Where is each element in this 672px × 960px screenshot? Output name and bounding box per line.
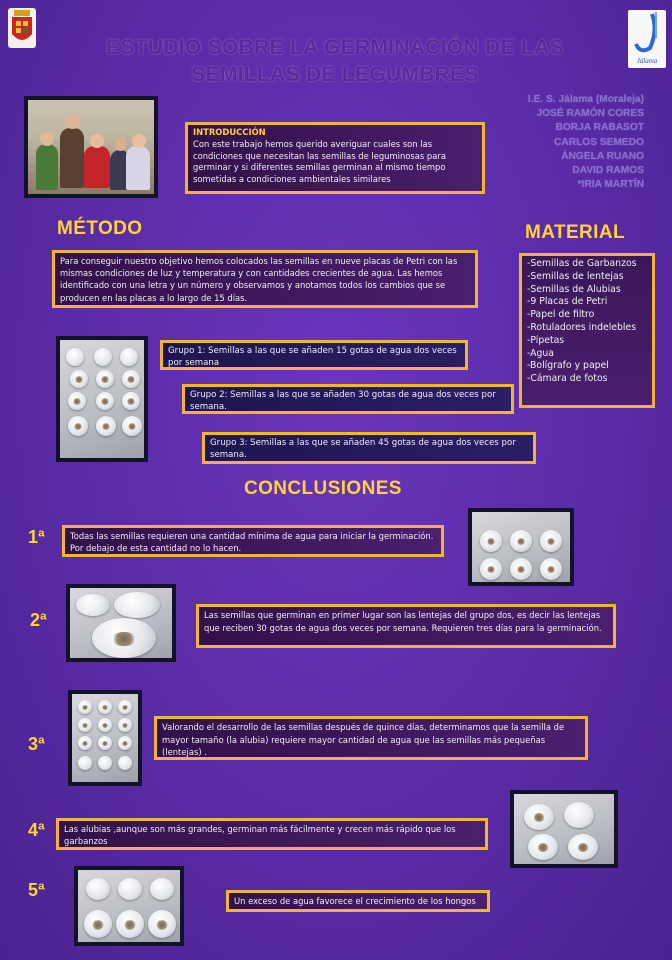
conclusion-4-text: Las alubias ,aunque son más grandes, germinan más fácilmente y crecen más rápido que los garbanzos <box>64 824 456 846</box>
material-heading: MATERIAL <box>525 222 625 243</box>
conclusion-3-number: 3ª <box>28 734 45 754</box>
conclusion-3-text: Valorando el desarrollo de las semillas después de quince días, determinamos que la semilla de mayor tamaño (la alubia) requiere mayor cantidad de agua que las semillas más pequeñas (lentejas) . <box>162 722 565 757</box>
poster-title <box>40 34 630 88</box>
grupo-3-text: Grupo 3: Semillas a las que se añaden 45 gotas de agua dos veces por semana. <box>210 438 516 460</box>
conclusion-3-photo <box>68 690 142 786</box>
intro-text: Con este trabajo hemos querido averiguar cuales son las condiciones que necesitan las semillas de leguminosas para germinar y si diferentes semillas germinan al mismo tiempo sometidas a condiciones ambientales similares <box>193 138 446 185</box>
petri-dishes-photo <box>56 336 148 462</box>
material-item: -9 Placas de Petri <box>527 296 608 308</box>
conclusion-2-box <box>196 604 616 648</box>
title-line-2: SEMILLAS DE LEGUMBRES <box>191 63 479 86</box>
material-item: -Bolígrafo y papel <box>527 360 609 372</box>
school-logo-text: Jálama <box>636 57 658 65</box>
conclusion-3-box <box>154 716 588 760</box>
material-item: -Semillas de Alubias <box>527 283 621 295</box>
authors-list <box>404 93 644 192</box>
material-item: -Semillas de lentejas <box>527 270 624 282</box>
conclusion-5-number: 5ª <box>28 880 45 900</box>
conclusion-2-number: 2ª <box>30 610 47 630</box>
material-item: -Semillas de Garbanzos <box>527 258 637 269</box>
conclusion-4-box <box>56 818 488 850</box>
grupo-1-box <box>160 340 468 370</box>
author-name: CARLOS SEMEDO <box>554 136 644 148</box>
grupo-2-box <box>182 384 514 414</box>
material-list <box>519 253 655 408</box>
conclusion-1-box <box>62 525 444 557</box>
author-name: *IRIA MARTÍN <box>577 179 644 191</box>
material-item: -Pipetas <box>527 334 565 346</box>
material-item: -Papel de filtro <box>527 309 595 321</box>
conclusion-1-photo <box>468 508 574 586</box>
conclusion-2-text: Las semillas que germinan en primer lugar son las lentejas del grupo dos, es decir las lentejas que reciben 30 gotas de agua dos veces por semana. Requieren tres días para la germinación. <box>204 610 602 633</box>
intro-heading: INTRODUCCIÓN <box>193 127 266 137</box>
school-logo <box>628 10 666 68</box>
title-line-1: ESTUDIO SOBRE LA GERMINACIÓN DE LAS <box>106 36 564 59</box>
grupo-2-text: Grupo 2: Semillas a las que se añaden 30 gotas de agua dos veces por semana. <box>190 390 496 412</box>
material-item: -Cámara de fotos <box>527 373 608 385</box>
author-name: ÁNGELA RUANO <box>561 150 644 162</box>
grupo-3-box <box>202 432 536 464</box>
conclusion-2-photo <box>66 584 176 662</box>
conclusion-5-text: Un exceso de agua favorece el crecimiento de los hongos <box>234 896 476 906</box>
conclusion-5-photo <box>74 866 184 946</box>
material-item: -Rotuladores indelebles <box>527 321 637 333</box>
conclusion-5-box <box>226 890 490 912</box>
material-item: -Agua <box>527 347 555 359</box>
metodo-text: Para conseguir nuestro objetivo hemos colocados las semillas en nueve placas de Petri con las mismas condiciones de luz y temperatura y con cantidades crecientes de agua. Las hemos identificado con una letra y un número y observamos y anotamos todos los cambios que se producen en las placas a lo largo de 15 días. <box>60 256 458 303</box>
metodo-heading: MÉTODO <box>57 218 143 239</box>
group-photo <box>24 96 158 198</box>
conclusion-1-number: 1ª <box>28 527 45 547</box>
author-name: BORJA RABASOT <box>555 122 644 134</box>
conclusion-4-photo <box>510 790 618 868</box>
author-name: JOSÉ RAMÓN CORES <box>536 108 644 120</box>
author-school: I.E. S. Jálama (Moraleja) <box>527 94 644 105</box>
grupo-1-text: Grupo 1: Semillas a las que se añaden 15 gotas de agua dos veces por semana <box>168 346 457 368</box>
conclusiones-heading: CONCLUSIONES <box>244 478 402 499</box>
conclusion-4-number: 4ª <box>28 820 45 840</box>
conclusion-1-text: Todas las semillas requieren una cantidad mínima de agua para iniciar la germinación. Por debajo de esta cantidad no lo hacen. <box>70 531 434 553</box>
metodo-box <box>52 250 478 308</box>
author-name: DAVID RAMOS <box>572 165 644 177</box>
coat-of-arms-logo <box>8 8 36 48</box>
